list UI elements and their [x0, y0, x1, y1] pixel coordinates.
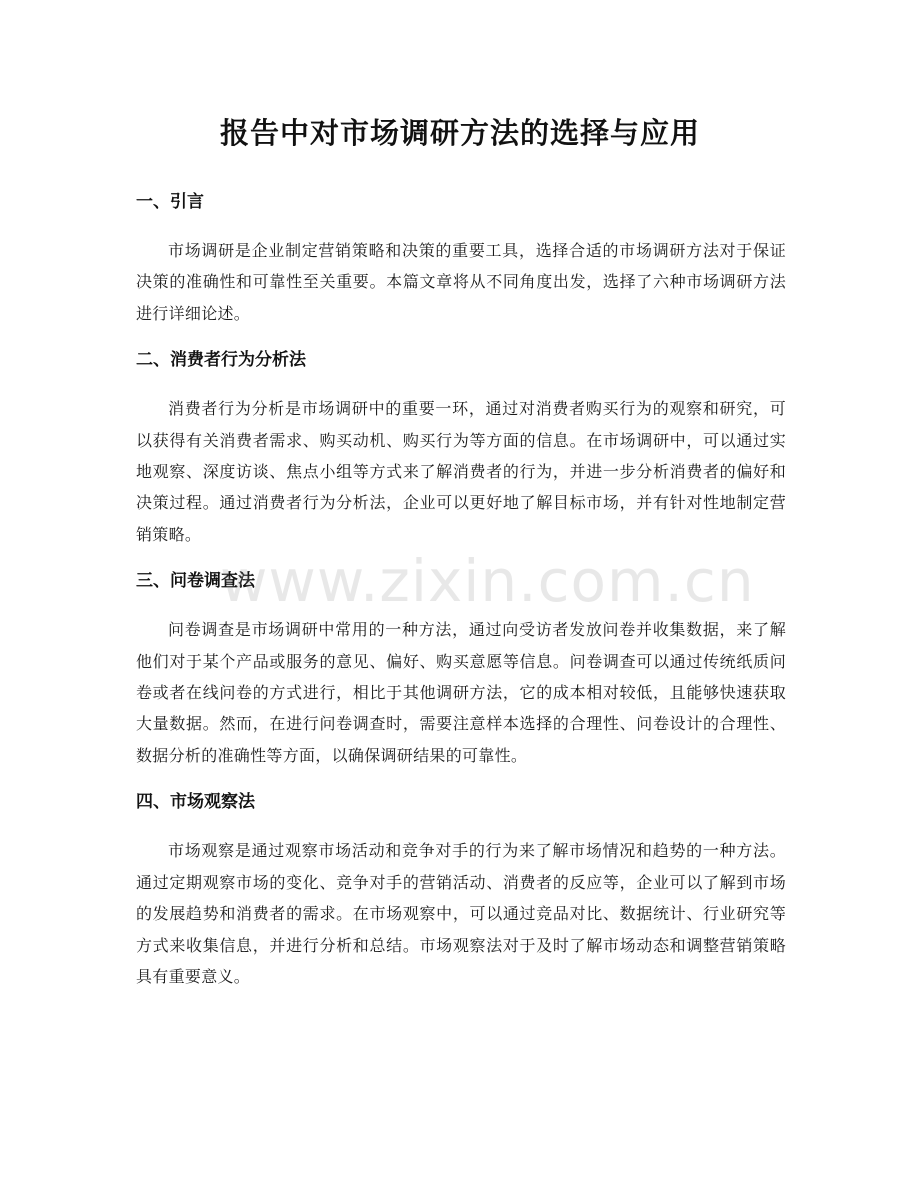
section-paragraph: 市场观察是通过观察市场活动和竞争对手的行为来了解市场情况和趋势的一种方法。通过定期观察市场的变化、竞争对手的营销活动、消费者的反应等，企业可以了解到市场的发展趋势和消费者的需求。在市场观察中，可以通过竞品对比、数据统计、行业研究等方式来收集信息，并进行分析和总结。市场观察法对于及时了解市场动态和调整营销策略具有重要意义。 — [136, 841, 786, 986]
section-introduction — [136, 188, 786, 329]
watermark: www.zixin.com.cn — [220, 547, 755, 615]
section-heading: 一、引言 — [136, 192, 204, 212]
section-questionnaire — [136, 567, 786, 771]
section-heading: 二、消费者行为分析法 — [136, 350, 306, 371]
section-market-observation — [136, 788, 786, 992]
section-paragraph: 市场调研是企业制定营销策略和决策的重要工具，选择合适的市场调研方法对于保证决策的准确性和可靠性至关重要。本篇文章将从不同角度出发，选择了六种市场调研方法进行详细论述。 — [136, 241, 786, 323]
section-paragraph: 消费者行为分析是市场调研中的重要一环，通过对消费者购买行为的观察和研究，可以获得有关消费者需求、购买动机、购买行为等方面的信息。在市场调研中，可以通过实地观察、深度访谈、焦点小组等方式来了解消费者的行为，并进一步分析消费者的偏好和决策过程。通过消费者行为分析法，企业可以更好地了解目标市场，并有针对性地制定营销策略。 — [136, 399, 786, 544]
document-title: 报告中对市场调研方法的选择与应用 — [219, 116, 700, 150]
document-body — [136, 188, 786, 992]
section-heading: 三、问卷调查法 — [136, 571, 255, 592]
section-heading: 四、市场观察法 — [136, 792, 255, 813]
section-paragraph: 问卷调查是市场调研中常用的一种方法，通过向受访者发放问卷并收集数据，来了解他们对于某个产品或服务的意见、偏好、购买意愿等信息。问卷调查可以通过传统纸质问卷或者在线问卷的方式进行，相比于其他调研方法，它的成本相对较低，且能够快速获取大量数据。然而，在进行问卷调查时，需要注意样本选择的合理性、问卷设计的合理性、数据分析的准确性等方面，以确保调研结果的可靠性。 — [136, 620, 786, 765]
section-consumer-behavior — [136, 346, 786, 550]
